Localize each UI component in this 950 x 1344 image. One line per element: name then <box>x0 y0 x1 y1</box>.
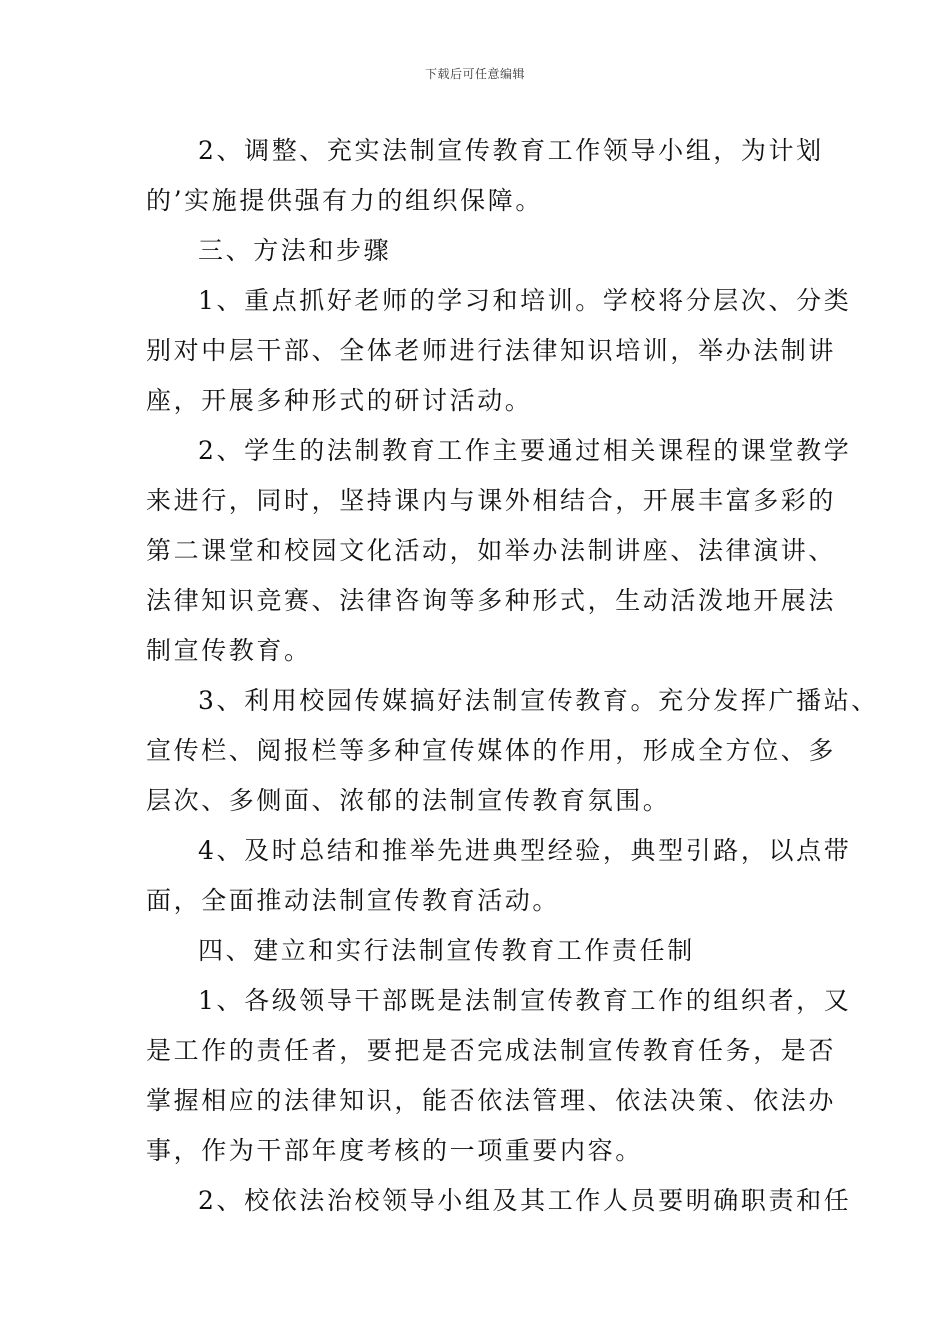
paragraph-line: 3、利用校园传媒搞好法制宣传教育。充分发挥广播站、 <box>198 686 879 715</box>
paragraph-line: 宣传栏、阅报栏等多种宣传媒体的作用，形成全方位、多 <box>146 736 837 765</box>
paragraph-line: 掌握相应的法律知识，能否依法管理、依法决策、依法办 <box>146 1086 837 1115</box>
paragraph-line: 法律知识竞赛、法律咨询等多种形式，生动活泼地开展法 <box>146 586 837 615</box>
paragraph-line: 层次、多侧面、浓郁的法制宣传教育氛围。 <box>146 786 671 815</box>
paragraph-line: 来进行，同时，坚持课内与课外相结合，开展丰富多彩的 <box>146 486 837 515</box>
paragraph-line: 2、调整、充实法制宣传教育工作领导小组，为计划 <box>198 136 824 165</box>
paragraph-line: 1、重点抓好老师的学习和培训。学校将分层次、分类 <box>198 286 852 315</box>
paragraph-line: 别对中层干部、全体老师进行法律知识培训，举办法制讲 <box>146 336 837 365</box>
page-header: 下载后可任意编辑 <box>424 67 525 81</box>
section-heading: 四、建立和实行法制宣传教育工作责任制 <box>198 936 695 965</box>
paragraph-line: 是工作的责任者，要把是否完成法制宣传教育任务，是否 <box>146 1036 837 1065</box>
paragraph-line: 座，开展多种形式的研讨活动。 <box>146 386 533 415</box>
paragraph-line: 的’实施提供强有力的组织保障。 <box>146 186 543 215</box>
section-heading: 三、方法和步骤 <box>198 236 392 265</box>
paragraph-line: 1、各级领导干部既是法制宣传教育工作的组织者，又 <box>198 986 852 1015</box>
paragraph-line: 2、校依法治校领导小组及其工作人员要明确职责和任 <box>198 1186 852 1215</box>
paragraph-line: 事，作为干部年度考核的一项重要内容。 <box>146 1136 643 1165</box>
paragraph-line: 面，全面推动法制宣传教育活动。 <box>146 886 561 915</box>
paragraph-line: 4、及时总结和推举先进典型经验，典型引路，以点带 <box>198 836 852 865</box>
paragraph-line: 2、学生的法制教育工作主要通过相关课程的课堂教学 <box>198 436 852 465</box>
paragraph-line: 第二课堂和校园文化活动，如举办法制讲座、法律演讲、 <box>146 536 837 565</box>
paragraph-line: 制宣传教育。 <box>146 636 312 665</box>
